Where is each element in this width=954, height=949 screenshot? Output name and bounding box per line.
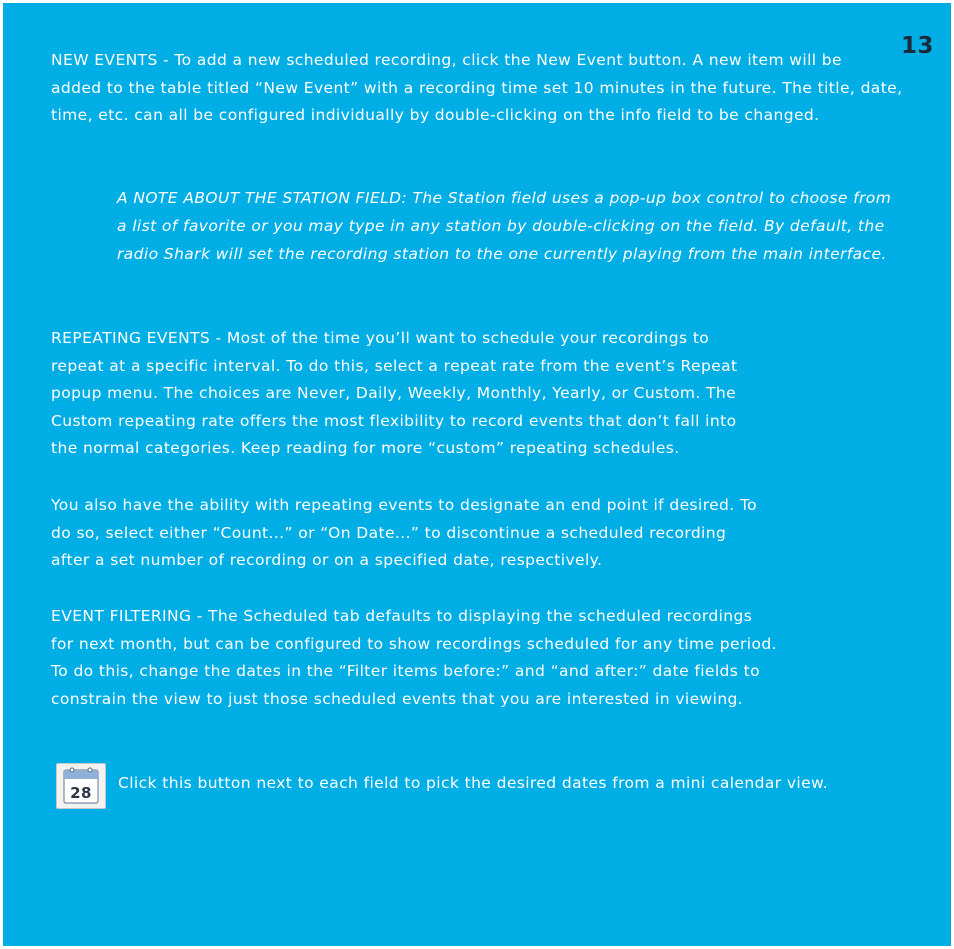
text-line: NEW EVENTS - To add a new scheduled recording, click the New Event button. A new item will be [51, 51, 842, 69]
text-line: repeat at a specific interval. To do this, select a repeat rate from the event’s Repeat [51, 356, 738, 375]
text-line: EVENT FILTERING - The Scheduled tab defaults to displaying the scheduled recordings [51, 607, 753, 625]
text-line: radio Shark will set the recording station to the one currently playing from the main interface. [117, 245, 887, 263]
calendar-tip-text: Click this button next to each field to pick the desired dates from a mini calendar view. [118, 774, 829, 792]
text-line: for next month, but can be configured to show recordings scheduled for any time period. [51, 634, 777, 653]
text-line: the normal categories. Keep reading for more “custom” repeating schedules. [51, 439, 680, 458]
repeating-events-paragraph [51, 325, 738, 463]
text-line: a list of favorite or you may type in any station by double-clicking on the field. By default, the [117, 217, 885, 235]
manual-page [3, 3, 951, 946]
text-line: Custom repeating rate offers the most flexibility to record events that don’t fall into [51, 411, 737, 430]
calendar-day: 28 [70, 784, 92, 802]
event-filtering-paragraph [51, 603, 777, 713]
calendar-icon[interactable] [56, 763, 106, 809]
text-line: You also have the ability with repeating events to designate an end point if desired. To [51, 496, 758, 514]
text-line: constrain the view to just those scheduled events that you are interested in viewing. [51, 689, 744, 708]
text-line: added to the table titled “New Event” with a recording time set 10 minutes in the future. The title, date, [51, 78, 903, 97]
station-field-note [117, 184, 891, 268]
text-line: To do this, change the dates in the “Filter items before:” and “and after:” date fields to [51, 662, 760, 681]
end-point-paragraph [51, 492, 757, 575]
new-events-paragraph [51, 47, 902, 130]
text-line: popup menu. The choices are Never, Daily, Weekly, Monthly, Yearly, or Custom. The [51, 384, 737, 403]
text-line: REPEATING EVENTS - Most of the time you’ll want to schedule your recordings to [51, 329, 710, 347]
page-number: 13 [901, 33, 934, 59]
text-line: time, etc. can all be configured individually by double-clicking on the info field to be changed. [51, 106, 820, 125]
text-line: A NOTE ABOUT THE STATION FIELD: The Station field uses a pop-up box control to choose from [117, 189, 892, 207]
text-line: do so, select either “Count...” or “On Date...” to discontinue a scheduled recording [51, 523, 727, 542]
text-line: after a set number of recording or on a specified date, respectively. [51, 551, 603, 570]
